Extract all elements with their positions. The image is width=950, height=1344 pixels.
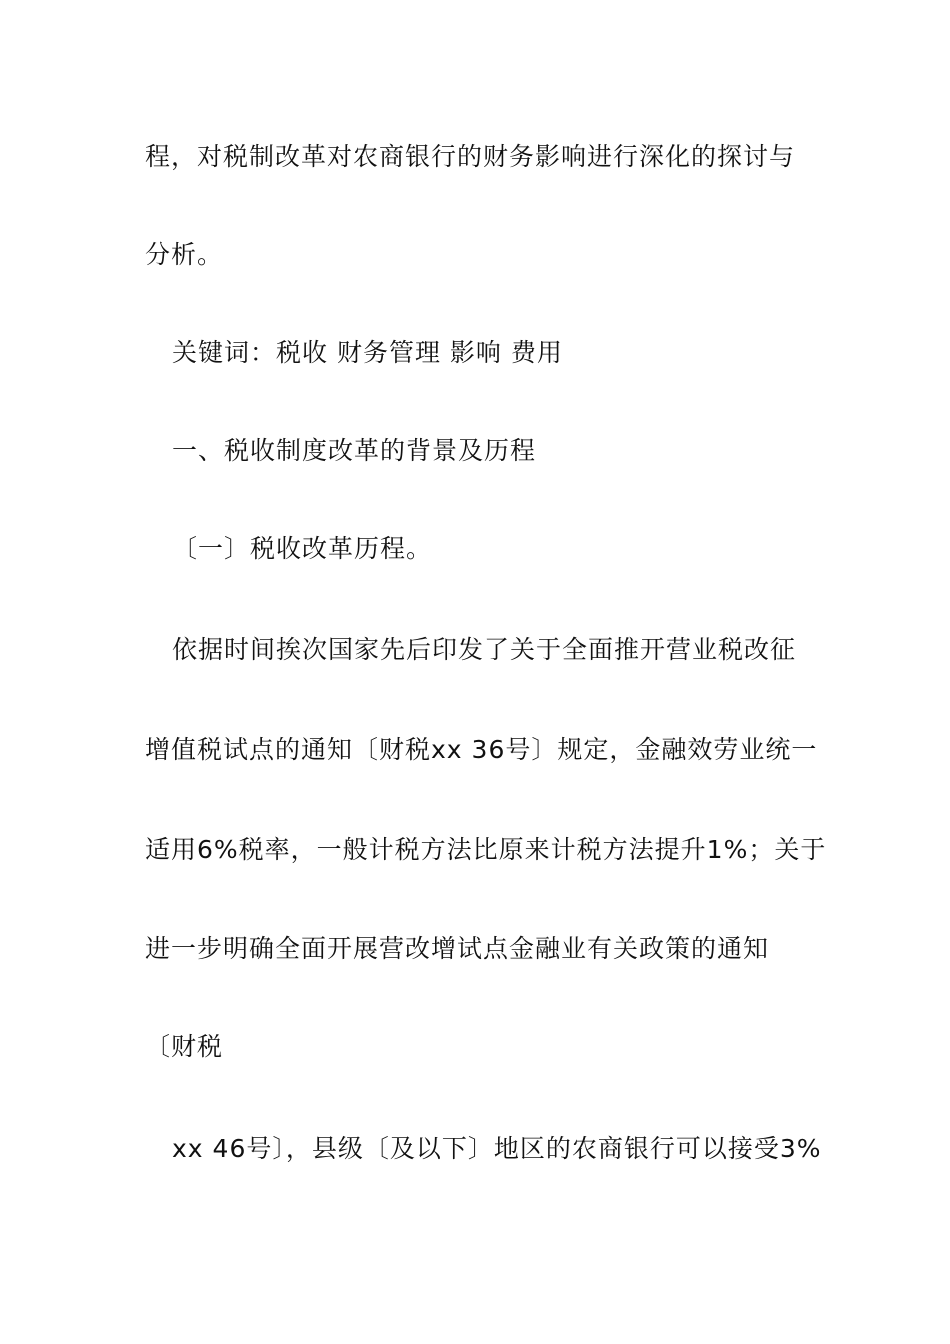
section-heading: 一、税收制度改革的背景及历程 [172, 436, 537, 465]
body-text-line: 适用6%税率，一般计税方法比原来计税方法提升1%；关于 [145, 835, 827, 864]
body-text-line: 程，对税制改革对农商银行的财务影响进行深化的探讨与 [145, 142, 796, 171]
body-text-line: 〔财税 [145, 1032, 224, 1061]
body-text-line: 分析。 [145, 240, 224, 269]
subsection-heading: 〔一〕税收改革历程。 [172, 534, 433, 563]
keywords-line: 关键词：税收 财务管理 影响 费用 [172, 338, 563, 367]
body-text-line: 进一步明确全面开展营改增试点金融业有关政策的通知 [145, 934, 770, 963]
body-text-line: xx 46号〕，县级〔及以下〕地区的农商银行可以接受3% [172, 1134, 822, 1163]
body-text-line: 增值税试点的通知〔财税xx 36号〕规定，金融效劳业统一 [145, 735, 818, 764]
body-text-line: 依据时间挨次国家先后印发了关于全面推开营业税改征 [172, 635, 797, 664]
